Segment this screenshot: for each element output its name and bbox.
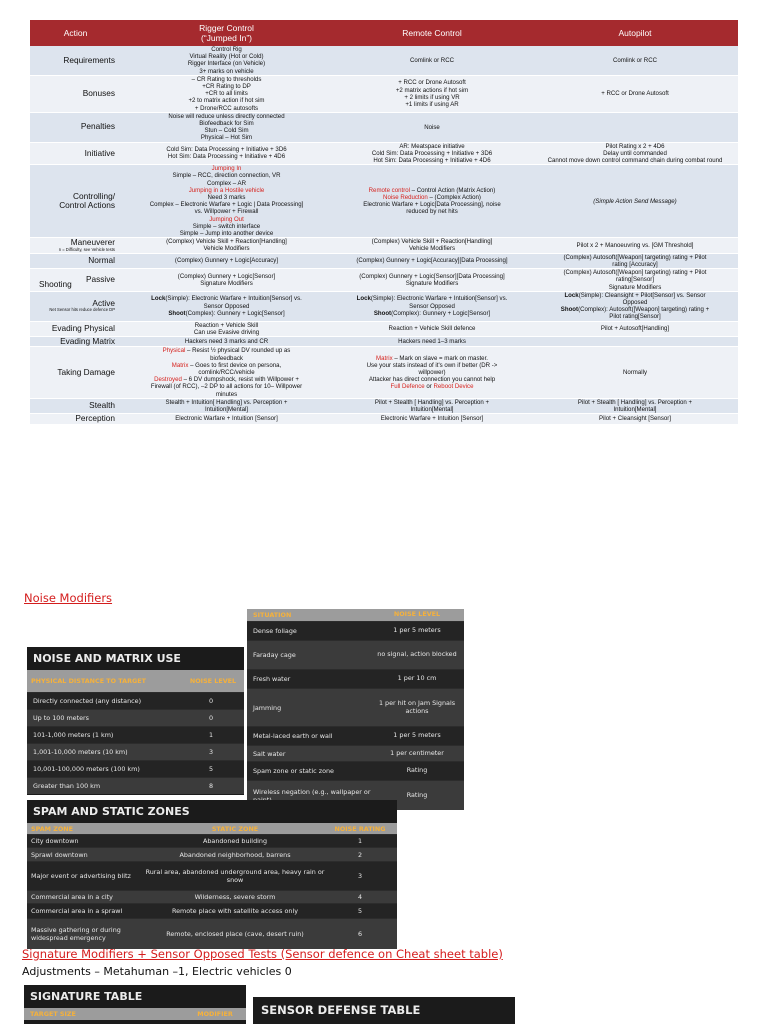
rigger-control-cell: Hackers need 3 marks and CR: [121, 336, 332, 347]
rigger-control-cell: Stealth + Intuition[ Handling] vs. Perception + Intuition[Mental]: [121, 398, 332, 413]
table-row: [30, 142, 738, 165]
autopilot-cell: Pilot + Cleansight [Sensor]: [532, 414, 738, 425]
table-row: [247, 761, 464, 780]
cell: Dense foliage: [253, 627, 297, 635]
table-row: [27, 726, 244, 743]
remote-control-cell: Lock(Simple): Electronic Warfare + Intuition[Sensor] vs. Sensor Opposed Shoot(Complex): Gunnery + Logic[Sensor]: [332, 291, 532, 321]
rigger-control-cell: [121, 165, 332, 238]
cell: Salt water: [253, 749, 286, 758]
table-row: [30, 253, 738, 268]
cell: Abandoned building: [202, 837, 268, 845]
cell: Greater than 100 km: [33, 782, 101, 790]
row-label: Taking Damage: [30, 347, 121, 398]
cell: 1 per 10 cm: [397, 674, 437, 683]
table-row: [27, 890, 397, 903]
column-header-situation: SITUATION: [253, 611, 292, 619]
table-row: [30, 347, 738, 398]
header-action: Action: [30, 20, 121, 46]
autopilot-cell: (Complex) Autosoft([Weapon] targeting) rating + Pilot rating[Sensor] Signature Modifiers: [532, 269, 738, 292]
header-autopilot: Autopilot: [532, 20, 738, 46]
highlight-term: Matrix: [376, 354, 393, 362]
table-row: [30, 336, 738, 347]
highlight-term: Jumping in a Hostile vehicle: [188, 186, 265, 194]
cell-text: vs. Willpower + Firewall: [194, 208, 259, 216]
row-note: n = Difficulty, see Vehicle tests: [58, 246, 115, 252]
cell-text: Simple – Jump into another device: [179, 230, 274, 238]
cell-text: Firewall (of RCC), –2 DP to all actions for 10– Willpower: [150, 383, 303, 391]
adjustments-note: Adjustments – Metahuman –1, Electric vehicles 0: [22, 965, 292, 978]
cell: Rating: [406, 766, 428, 775]
cell: Remote place with satellite access only: [171, 907, 299, 915]
rigger-control-cell: Reaction + Vehicle Skill Can use Evasive driving: [121, 321, 332, 336]
cell: 0: [208, 697, 214, 705]
spam-static-zones-table: [27, 800, 397, 945]
cell-text: reduced by net hits: [406, 208, 458, 216]
table-row: [27, 861, 397, 890]
situation-noise-table: [247, 609, 464, 797]
cell: 3: [357, 872, 363, 880]
column-header-noise-level: NOISE LEVEL: [393, 610, 441, 619]
cell: Commercial area in a sprawl: [31, 907, 123, 915]
rigger-control-cell: (Complex) Vehicle Skill + Reaction[Handling] Vehicle Modifiers: [121, 238, 332, 253]
rigger-control-cell: Control Rig Virtual Reality (Hot or Cold) Rigger Interface (on Vehicle) 3+ marks on vehicle: [121, 46, 332, 75]
table-row: [27, 847, 397, 861]
highlight-term: Matrix: [171, 361, 189, 369]
table-row: [247, 640, 464, 669]
rigger-control-cell: Cold Sim: Data Processing + Initiative + 3D6 Hot Sim: Data Processing + Initiative + 4D6: [121, 142, 332, 165]
cell: Metal-laced earth or wall: [253, 732, 333, 740]
row-label: Maneuverer n = Difficulty, see Vehicle tests: [30, 238, 121, 253]
remote-control-cell: Matrix – Mark on slave = mark on master. Use your stats instead of it's own if better (DR -> willpower) Attacker has direct connection you cannot help Full Defence or Reboot Device: [332, 347, 532, 398]
cell: 101-1,000 meters (1 km): [33, 731, 114, 739]
row-label: Perception: [30, 414, 121, 425]
rigger-control-cell: – CR Rating to thresholds +CR Rating to DP +CR to all limits +2 to matrix action if hot sim + Drone/RCC autosofts: [121, 75, 332, 112]
cell: Sprawl downtown: [31, 850, 88, 859]
table-title: SIGNATURE TABLE: [30, 990, 143, 1003]
column-header-static-zone: STATIC ZONE: [211, 824, 259, 833]
autopilot-cell: Normally: [532, 347, 738, 398]
autopilot-cell: [532, 336, 738, 347]
cell: 1: [208, 731, 214, 739]
cell: 8: [208, 782, 214, 790]
table-row: [30, 398, 738, 413]
action-keyword: Lock: [151, 295, 166, 303]
autopilot-cell: Pilot x 2 + Manoeuvring vs. [GM Threshold]: [532, 238, 738, 253]
cell: Major event or advertising blitz: [31, 872, 131, 880]
cell-text: Simple – RCC, direction connection, VR: [172, 172, 281, 180]
noise-modifiers-heading: Noise Modifiers: [24, 591, 113, 605]
table-row: [247, 621, 464, 640]
cell: Faraday cage: [253, 651, 296, 659]
table-row: [30, 75, 738, 112]
table-row: [27, 777, 244, 794]
cell: no signal, action blocked: [377, 650, 457, 659]
rigging-comparison-table: [30, 20, 738, 425]
highlight-term: Remote control: [368, 186, 410, 194]
signature-table: [24, 985, 246, 1024]
cell: 1: [357, 837, 363, 845]
table-row: [30, 112, 738, 142]
cell-text: Attacker has direct connection you cannot help: [368, 376, 496, 384]
signature-modifiers-heading: Signature Modifiers + Sensor Opposed Tests (Sensor defence on Cheat sheet table): [22, 947, 503, 961]
rigger-control-cell: Physical – Resist ½ physical DV rounded up as biofeedback Matrix – Goes to first device on persona, comlink/RCC/vehicle Destroyed – 6 DV dumpshock, resist with Willpower + Firewall (of RCC), –2 DP to all actions for 10– Willpower minutes: [121, 347, 332, 398]
cell: Directly connected (any distance): [33, 697, 142, 705]
action-keyword: Shoot: [373, 309, 392, 317]
table-row: [247, 726, 464, 745]
cell-text: Electronic Warfare + Logic[Data Processing], noise: [363, 201, 501, 209]
column-header-row: [27, 823, 397, 834]
row-label: Requirements: [30, 46, 121, 75]
cell: Abandoned neighborhood, barrens: [179, 850, 291, 859]
remote-control-cell: (Complex) Gunnery + Logic[Accuracy][Data Processing]: [332, 253, 532, 268]
highlight-term: Jumping In: [211, 165, 242, 173]
column-header-row: [24, 1008, 246, 1020]
table-row: [27, 834, 397, 847]
table-row: [30, 165, 738, 238]
table-title: SPAM AND STATIC ZONES: [33, 805, 190, 818]
row-label: Evading Physical: [30, 321, 121, 336]
table-row: [247, 669, 464, 688]
table-header-row: [30, 20, 738, 46]
cell: Commercial area in a city: [31, 893, 113, 901]
remote-control-cell: Pilot + Stealth [ Handling] vs. Perception + Intuition[Mental]: [332, 398, 532, 413]
rigger-control-cell: Electronic Warfare + Intuition [Sensor]: [121, 414, 332, 425]
remote-control-cell: Comlink or RCC: [332, 46, 532, 75]
cell: Wilderness, severe storm: [194, 893, 276, 901]
row-label: Evading Matrix: [30, 336, 121, 347]
table-row: [27, 743, 244, 760]
table-row: [30, 414, 738, 425]
cell: 6: [357, 930, 363, 938]
action-keyword: Lock: [564, 291, 579, 299]
autopilot-cell: (Simple Action Send Message): [532, 165, 738, 238]
column-header-row: [247, 609, 464, 621]
action-keyword: Lock: [356, 295, 371, 303]
rigger-control-cell: Lock(Simple): Electronic Warfare + Intuition[Sensor] vs. Sensor Opposed Shoot(Complex): Gunnery + Logic[Sensor]: [121, 291, 332, 321]
autopilot-cell: Pilot + Autosoft[Handling]: [532, 321, 738, 336]
column-header-row: [27, 670, 244, 692]
cell-text: minutes: [215, 390, 238, 398]
table-row: [247, 688, 464, 726]
cell: Spam zone or static zone: [253, 767, 334, 775]
column-header-noise-rating: NOISE RATING: [334, 824, 386, 833]
highlight-term: Noise Reduction: [383, 194, 428, 202]
row-label: Stealth: [30, 398, 121, 413]
remote-control-cell: Remote control – Control Action (Matrix Action) Noise Reduction – (Complex Action) Electronic Warfare + Logic[Data Processing], noise reduced by net hits: [332, 165, 532, 238]
row-label-text: Normal: [88, 255, 115, 266]
cell: 10,001-100,000 meters (100 km): [33, 765, 140, 773]
cell: Massive gathering or during widespread emergency: [31, 926, 121, 942]
action-keyword: Shoot: [168, 309, 186, 317]
table-row: [27, 903, 397, 918]
autopilot-cell: Pilot + Stealth [ Handling] vs. Perception + Intuition[Mental]: [532, 398, 738, 413]
header-remote-control: Remote Control: [332, 20, 532, 46]
cell: Rural area, abandoned underground area, heavy rain or snow: [145, 868, 325, 884]
cell: 1 per 5 meters: [393, 626, 441, 635]
autopilot-cell: Lock(Simple): Cleansight + Pilot[Sensor] vs. Sensor Opposed Shoot(Complex): Autosoft([Weapon] targeting) rating + Pilot rating[Sensor]: [532, 291, 738, 321]
table-row: [27, 918, 397, 949]
cell: 2: [357, 850, 363, 859]
row-label: Active Net Sensor hits reduce defence DP: [30, 291, 121, 321]
remote-control-cell: Reaction + Vehicle Skill defence: [332, 321, 532, 336]
cell-text: Need 3 marks: [207, 194, 246, 202]
column-header-modifier: MODIFIER: [197, 1010, 233, 1018]
cell-text: Complex – AR: [207, 179, 246, 187]
autopilot-cell: + RCC or Drone Autosoft: [532, 75, 738, 112]
column-header-spam-zone: SPAM ZONE: [31, 824, 74, 833]
cell: 5: [208, 765, 214, 773]
highlight-term: Physical: [162, 347, 186, 355]
cell: Up to 100 meters: [33, 714, 89, 722]
autopilot-cell: Comlink or RCC: [532, 46, 738, 75]
cell: Remote, enclosed place (cave, desert ruin): [166, 930, 304, 938]
remote-control-cell: + RCC or Drone Autosoft +2 matrix actions if hot sim + 2 limits if using VR +1 limits if using AR: [332, 75, 532, 112]
autopilot-cell: (Complex) Autosoft([Weapon] targeting) rating + Pilot rating [Accuracy]: [532, 253, 738, 268]
remote-control-cell: AR: Meatspace initiative Cold Sim: Data Processing + Initiative + 3D6 Hot Sim: Data Processing + Initiative + 4D6: [332, 142, 532, 165]
cell: 5: [357, 907, 363, 915]
cell: 1 per hit on Jam Signals actions: [378, 699, 456, 715]
cell: 3: [208, 748, 214, 756]
column-header-distance: PHYSICAL DISTANCE TO TARGET: [31, 677, 147, 685]
remote-control-cell: (Complex) Vehicle Skill + Reaction[Handling] Vehicle Modifiers: [332, 238, 532, 253]
cell: City downtown: [31, 837, 79, 845]
highlight-term: Destroyed: [154, 376, 182, 384]
sensor-defense-table: [253, 997, 515, 1024]
cell: Jamming: [253, 703, 282, 712]
cell: Fresh water: [253, 675, 291, 683]
rigger-control-cell: (Complex) Gunnery + Logic[Accuracy]: [121, 253, 332, 268]
table-row: [30, 291, 738, 321]
rigger-control-cell: (Complex) Gunnery + Logic[Sensor] Signature Modifiers: [121, 269, 332, 292]
cell-text: Simple – switch interface: [192, 222, 261, 230]
row-note: Net Sensor hits reduce defence DP: [49, 307, 115, 313]
group-label-shooting: Shooting: [39, 278, 72, 289]
cell: Wireless negation (e.g., wallpaper or: [253, 787, 371, 796]
autopilot-cell: Pilot Rating x 2 + 4D6 Delay until commanded Cannot move down control command chain during combat round: [532, 142, 738, 165]
table-row: [30, 321, 738, 336]
cell: 1 per 5 meters: [393, 731, 441, 740]
table-row: [27, 760, 244, 777]
highlight-term: Jumping Out: [209, 215, 244, 223]
remote-control-cell: Electronic Warfare + Intuition [Sensor]: [332, 414, 532, 425]
column-header-noise-level: NOISE LEVEL: [189, 677, 237, 685]
header-rigger-control: Rigger Control (“Jumped In”): [121, 20, 332, 46]
cell-text: Complex – Electronic Warfare + Logic | Data Processing]: [149, 201, 304, 209]
remote-control-cell: Noise: [332, 112, 532, 142]
cell-text: comlink/RCC/vehicle: [198, 369, 255, 377]
autopilot-cell: [532, 112, 738, 142]
table-row: [27, 692, 244, 709]
column-header-target-size: TARGET SIZE: [30, 1010, 76, 1018]
row-label: Passive: [30, 269, 121, 292]
table-title: NOISE AND MATRIX USE: [33, 652, 181, 665]
highlight-term: Full Defence: [390, 383, 425, 391]
cell-text: biofeedback: [210, 354, 243, 362]
cell: 4: [357, 893, 363, 901]
row-label: Initiative: [30, 142, 121, 165]
remote-control-cell: Hackers need 1–3 marks: [332, 336, 532, 347]
cell: 0: [208, 714, 214, 722]
cell: 1 per centimeter: [390, 748, 444, 757]
table-title: SENSOR DEFENSE TABLE: [261, 1003, 421, 1017]
cell-text: Use your stats instead of it's own if better (DR ->: [366, 361, 498, 369]
cell: Rating: [406, 790, 428, 799]
row-label: Controlling/ Control Actions: [30, 165, 121, 238]
table-row: [30, 269, 738, 292]
cell: 1,001-10,000 meters (10 km): [33, 748, 128, 756]
table-row: [27, 709, 244, 726]
cell-text: willpower): [418, 369, 446, 377]
row-label: Bonuses: [30, 75, 121, 112]
noise-matrix-use-table: [27, 647, 244, 795]
rigger-control-cell: Noise will reduce unless directly connected Biofeedback for Sim Stun – Cold Sim Physical – Hot Sim: [121, 112, 332, 142]
remote-control-cell: (Complex) Gunnery + Logic[Sensor][Data Processing] Signature Modifiers: [332, 269, 532, 292]
highlight-term: Reboot Device: [433, 383, 474, 391]
action-keyword: Shoot: [560, 306, 579, 314]
table-row: [247, 745, 464, 761]
row-label: Penalties: [30, 112, 121, 142]
table-row: [30, 238, 738, 253]
table-row: [30, 46, 738, 75]
